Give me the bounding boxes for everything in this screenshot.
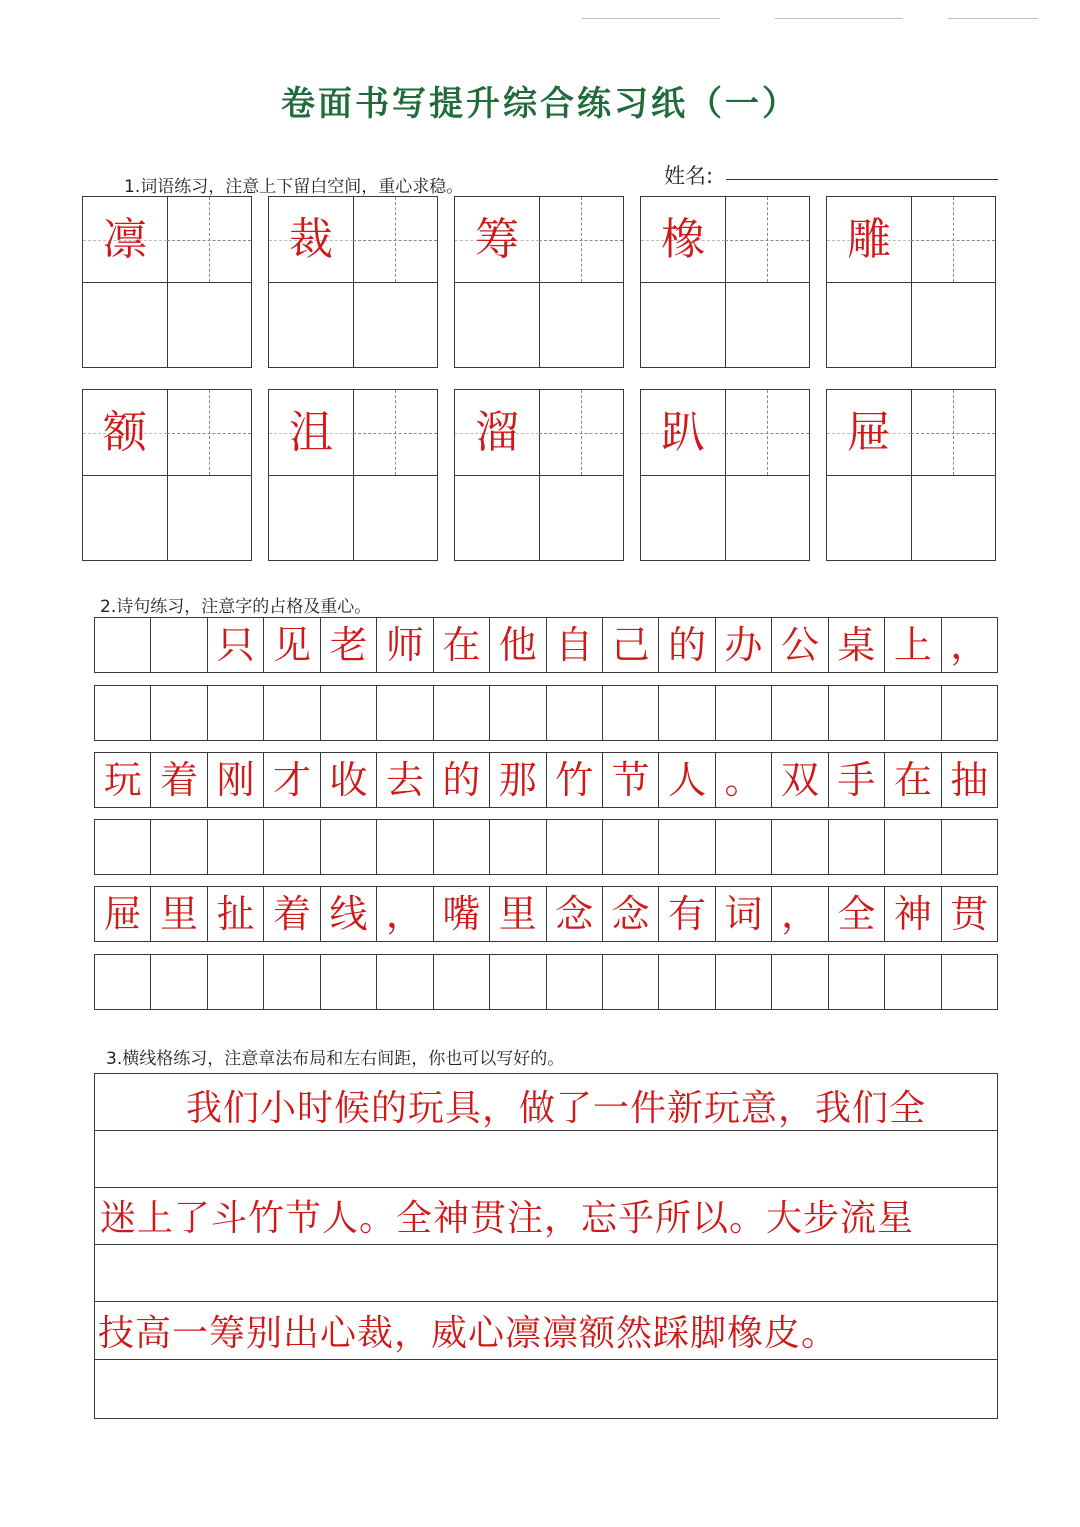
model-character: 趴: [661, 406, 705, 458]
grid-cell[interactable]: [772, 686, 828, 740]
name-label: 姓名:: [664, 164, 714, 188]
grid-cell[interactable]: [434, 686, 490, 740]
model-character: 筹: [475, 213, 519, 265]
grid-cell[interactable]: [942, 955, 997, 1009]
model-character: 沮: [289, 406, 333, 458]
grid-cell[interactable]: 手: [829, 753, 885, 807]
grid-cell[interactable]: 着: [264, 887, 320, 941]
model-character: 溜: [475, 406, 519, 458]
tianzige-box[interactable]: [640, 389, 810, 561]
grid-cell[interactable]: 在: [434, 618, 490, 672]
grid-cell[interactable]: [942, 820, 997, 874]
grid-cell[interactable]: [490, 820, 546, 874]
grid-cell[interactable]: 竹: [547, 753, 603, 807]
grid-cell[interactable]: 双: [772, 753, 828, 807]
grid-cell[interactable]: [377, 686, 433, 740]
grid-cell[interactable]: 着: [151, 753, 207, 807]
grid-cell[interactable]: [95, 618, 151, 672]
sentence-model-row: [94, 617, 998, 673]
sentence-model-row: [94, 886, 998, 942]
grid-cell[interactable]: 有: [659, 887, 715, 941]
grid-cell[interactable]: 办: [716, 618, 772, 672]
grid-cell[interactable]: [659, 820, 715, 874]
grid-cell[interactable]: [208, 955, 264, 1009]
grid-cell[interactable]: 扯: [208, 887, 264, 941]
tianzige-box[interactable]: [268, 196, 438, 368]
grid-cell[interactable]: 贯: [950, 892, 989, 936]
grid-cell[interactable]: 念: [547, 887, 603, 941]
grid-cell[interactable]: 神: [885, 887, 941, 941]
grid-cell[interactable]: [490, 686, 546, 740]
grid-cell[interactable]: 里: [490, 887, 546, 941]
grid-cell[interactable]: [321, 955, 377, 1009]
grid-cell[interactable]: 那: [490, 753, 546, 807]
grid-cell[interactable]: 人: [659, 753, 715, 807]
tianzige-box[interactable]: [82, 196, 252, 368]
grid-cell[interactable]: 抽: [950, 758, 989, 802]
grid-cell[interactable]: [547, 820, 603, 874]
grid-cell[interactable]: [151, 820, 207, 874]
grid-cell[interactable]: 屉: [95, 887, 151, 941]
grid-cell[interactable]: [885, 686, 941, 740]
grid-cell[interactable]: 己: [603, 618, 659, 672]
sentence-blank-row: [94, 819, 998, 875]
lined-text-line-3: 技高一筹别出心裁，威心凛凛额然踩脚橡皮。: [98, 1313, 839, 1354]
grid-cell[interactable]: [264, 820, 320, 874]
lined-text-line-1: 我们小时候的玩具，做了一件新玩意，我们全: [186, 1088, 927, 1129]
tianzige-box[interactable]: [826, 196, 996, 368]
grid-cell[interactable]: [716, 820, 772, 874]
grid-cell[interactable]: [772, 955, 828, 1009]
grid-cell[interactable]: [151, 955, 207, 1009]
grid-cell[interactable]: 在: [885, 753, 941, 807]
grid-cell[interactable]: 只: [208, 618, 264, 672]
grid-cell[interactable]: 念: [603, 887, 659, 941]
grid-cell[interactable]: [95, 820, 151, 874]
grid-cell[interactable]: ，: [950, 623, 989, 667]
grid-cell[interactable]: [321, 820, 377, 874]
grid-cell[interactable]: 嘴: [434, 887, 490, 941]
grid-cell[interactable]: 里: [151, 887, 207, 941]
name-input-line[interactable]: [726, 179, 998, 180]
section2-instruction: 2.诗句练习，注意字的占格及重心。: [100, 597, 372, 617]
grid-cell[interactable]: 节: [603, 753, 659, 807]
grid-cell[interactable]: [885, 955, 941, 1009]
grid-cell[interactable]: [208, 820, 264, 874]
grid-cell[interactable]: 线: [321, 887, 377, 941]
tianzige-box[interactable]: [454, 196, 624, 368]
grid-cell[interactable]: [603, 955, 659, 1009]
tianzige-box[interactable]: [826, 389, 996, 561]
grid-cell[interactable]: [151, 686, 207, 740]
grid-cell[interactable]: [942, 686, 997, 740]
grid-cell[interactable]: 见: [264, 618, 320, 672]
grid-cell[interactable]: [772, 820, 828, 874]
grid-cell[interactable]: [716, 686, 772, 740]
grid-cell[interactable]: [490, 955, 546, 1009]
sentence-model-row: [94, 752, 998, 808]
tianzige-box[interactable]: [82, 389, 252, 561]
grid-cell[interactable]: 。: [716, 753, 772, 807]
grid-cell[interactable]: ，: [377, 887, 433, 941]
grid-cell[interactable]: [208, 686, 264, 740]
grid-cell[interactable]: 上: [885, 618, 941, 672]
grid-cell[interactable]: [603, 820, 659, 874]
model-character: 额: [103, 406, 147, 458]
grid-cell[interactable]: [434, 955, 490, 1009]
grid-cell[interactable]: [151, 618, 207, 672]
model-character: 雕: [847, 213, 891, 265]
model-character: 屉: [847, 406, 891, 458]
grid-cell[interactable]: 收: [321, 753, 377, 807]
grid-cell[interactable]: 公: [772, 618, 828, 672]
grid-cell[interactable]: 去: [377, 753, 433, 807]
grid-cell[interactable]: [547, 955, 603, 1009]
grid-cell[interactable]: [603, 686, 659, 740]
tianzige-box[interactable]: [454, 389, 624, 561]
grid-cell[interactable]: [377, 820, 433, 874]
grid-cell[interactable]: [659, 955, 715, 1009]
grid-cell[interactable]: [829, 686, 885, 740]
grid-cell[interactable]: [716, 955, 772, 1009]
section1-instruction: 1.词语练习，注意上下留白空间，重心求稳。: [124, 177, 464, 197]
grid-cell[interactable]: [434, 820, 490, 874]
grid-cell[interactable]: ，: [772, 887, 828, 941]
grid-cell[interactable]: 词: [716, 887, 772, 941]
grid-cell[interactable]: [659, 686, 715, 740]
grid-cell[interactable]: 刚: [208, 753, 264, 807]
grid-cell[interactable]: [377, 955, 433, 1009]
grid-cell[interactable]: 自: [547, 618, 603, 672]
section3-instruction: 3.横线格练习，注意章法布局和左右间距，你也可以写好的。: [106, 1049, 565, 1069]
grid-cell[interactable]: [95, 686, 151, 740]
tianzige-box[interactable]: [268, 389, 438, 561]
grid-cell[interactable]: 师: [377, 618, 433, 672]
model-character: 裁: [289, 213, 333, 265]
grid-cell[interactable]: [885, 820, 941, 874]
grid-cell[interactable]: [829, 820, 885, 874]
grid-cell[interactable]: 老: [321, 618, 377, 672]
grid-cell[interactable]: [264, 955, 320, 1009]
grid-cell[interactable]: 的: [659, 618, 715, 672]
grid-cell[interactable]: [264, 686, 320, 740]
grid-cell[interactable]: 全: [829, 887, 885, 941]
grid-cell[interactable]: 他: [490, 618, 546, 672]
grid-cell[interactable]: [321, 686, 377, 740]
grid-cell[interactable]: [829, 955, 885, 1009]
sentence-blank-row: [94, 685, 998, 741]
grid-cell[interactable]: [95, 955, 151, 1009]
grid-cell[interactable]: 玩: [95, 753, 151, 807]
lined-text-line-2: 迷上了斗竹节人。全神贯注，忘乎所以。大步流星: [100, 1198, 915, 1239]
tianzige-box[interactable]: [640, 196, 810, 368]
model-character: 凛: [103, 213, 147, 265]
top-decoration-lines: [0, 18, 1080, 24]
model-character: 橡: [661, 213, 705, 265]
grid-cell[interactable]: 桌: [829, 618, 885, 672]
grid-cell[interactable]: 的: [434, 753, 490, 807]
grid-cell[interactable]: [547, 686, 603, 740]
page-title: 卷面书写提升综合练习纸（一）: [281, 84, 799, 124]
sentence-blank-row: [94, 954, 998, 1010]
grid-cell[interactable]: 才: [264, 753, 320, 807]
